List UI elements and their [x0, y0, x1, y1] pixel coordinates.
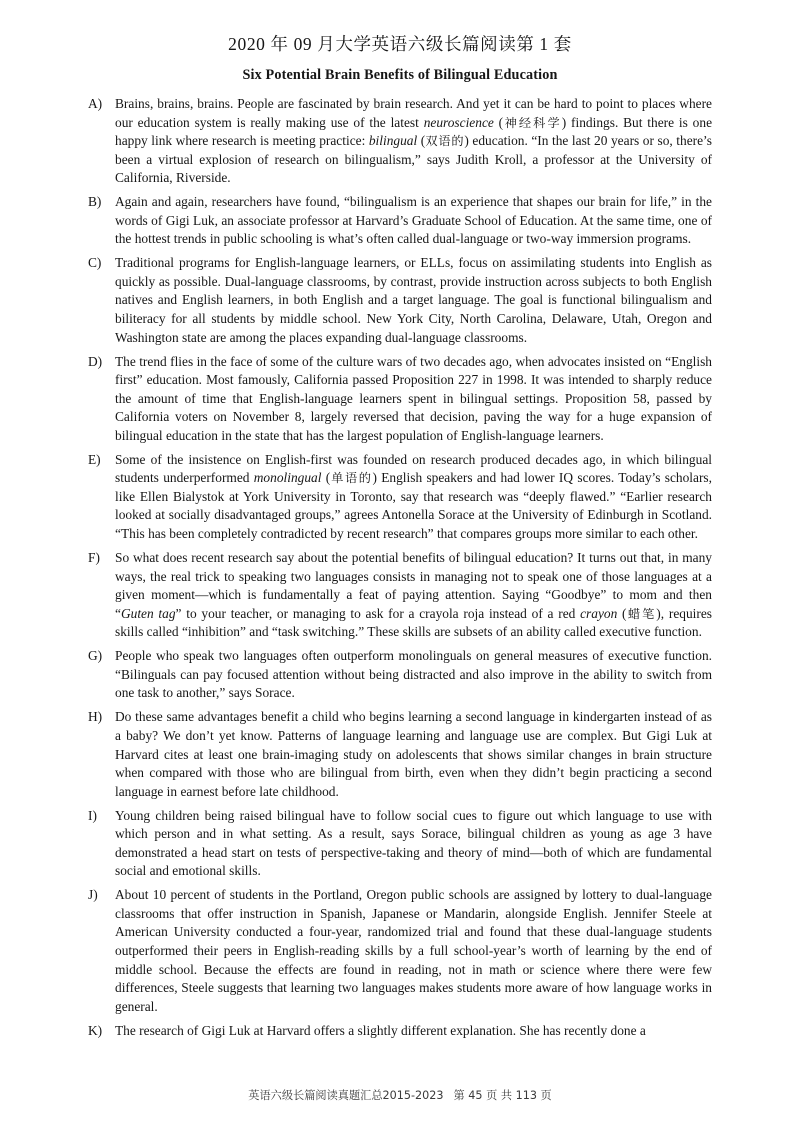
- article-paragraph: [88, 708, 712, 801]
- paragraph-marker: G): [88, 648, 103, 664]
- article-paragraph: [88, 193, 712, 249]
- paragraph-text: Young children being raised bilingual have to follow social cues to figure out which language to use with which person and in what setting. As a result, says Sorace, bilingual children as young as age 3 have demonstrated a head start on tests of perspective-taking and theory of mind—both of which are fundamental social and emotional skills.: [115, 807, 712, 879]
- paragraph-marker: B): [88, 194, 102, 210]
- footer-source: 英语六级长篇阅读真题汇总2015-2023: [248, 1089, 444, 1102]
- paragraph-text: Again and again, researchers have found, “bilingualism is an experience that shapes our brain for life,” in the words of Gigi Luk, an associate professor at Harvard’s Graduate School of Education. At the same time, one of the hottest trends in public schooling is what’s often called dual-language or two-way immersion programs.: [115, 194, 712, 247]
- paragraph-text: About 10 percent of students in the Portland, Oregon public schools are assigned by lottery to dual-language classrooms that offer instruction in Spanish, Japanese or Mandarin, alongside English. Jennifer Steele at American University conducted a four-year, randomized trial and found that these dual-language students outperformed their peers in English-reading skills by a full school-year’s worth of learning by the end of middle school. Because the effects are found in reading, not in math or science where there were few differences, Steele suggests that learning two languages makes students more aware of how language works in general.: [115, 887, 712, 1014]
- article-paragraph: [88, 1022, 712, 1041]
- article-paragraph: [88, 95, 712, 188]
- article-paragraph: [88, 254, 712, 347]
- article-paragraph: [88, 807, 712, 881]
- paragraph-marker: F): [88, 550, 100, 566]
- page-footer: [88, 1088, 712, 1103]
- paragraph-marker: I): [88, 807, 97, 823]
- article-paragraph: [88, 647, 712, 703]
- article-paragraph: [88, 886, 712, 1016]
- paragraph-text: Some of the insistence on English-first was founded on research produced decades ago, in which bilingual students underperformed monolingual (单语的) English speakers and had lower IQ scores. Today’s scholars, like Ellen Bialystok at York University in Toronto, say that research was “deeply flawed.” “Earlier research looked at socially disadvantaged groups,” agrees Antonella Sorace at the University of Edinburgh in Scotland. “This has been completely contradicted by recent research” that compares groups more similar to each other.: [115, 451, 712, 542]
- paragraph-text: Do these same advantages benefit a child who begins learning a second language in kindergarten instead of as a baby? We don’t yet know. Patterns of language learning and language use are complex. But Gigi Luk at Harvard cites at least one brain-imaging study on adolescents that shows similar changes in brain structure when compared with those who are bilingual from birth, even when they didn’t begin practicing a second language in earnest before late childhood.: [115, 709, 712, 799]
- paragraph-text: People who speak two languages often outperform monolinguals on general measures of executive function. “Bilinguals can pay focused attention without being distracted and also improve in the ability to switch from one task to another,” says Sorace.: [115, 648, 712, 701]
- paragraph-marker: K): [88, 1022, 103, 1038]
- footer-page-number: 45: [468, 1089, 483, 1102]
- paragraph-text: So what does recent research say about the potential benefits of bilingual education? It turns out that, in many ways, the real trick to speaking two languages consists in managing not to speak one of those languages at a given moment—which is fundamentally a feat of paying attention. Saying “Goodbye” to mom and then “Guten tag” to your teacher, or managing to ask for a crayola roja instead of a red crayon (蜡笔), requires skills called “inhibition” and “task switching.” These skills are subsets of an ability called executive function.: [115, 550, 712, 640]
- paragraph-text: The trend flies in the face of some of the culture wars of two decades ago, when advocates insisted on “English first” education. Most famously, California passed Proposition 227 in 1998. It was intended to sharply reduce the amount of time that English-language learners spent in bilingual settings. Proposition 58, passed by California voters on November 8, largely reversed that decision, paving the way for a huge expansion of bilingual education in the state that has the largest population of English-language learners.: [115, 353, 712, 443]
- paragraph-marker: J): [88, 887, 98, 903]
- footer-page-prefix: 第: [453, 1089, 465, 1102]
- footer-page-middle: 页 共: [486, 1089, 513, 1102]
- article-body: [88, 95, 712, 1046]
- paragraph-marker: E): [88, 451, 101, 467]
- footer-page-suffix: 页: [540, 1089, 552, 1102]
- paragraph-marker: A): [88, 96, 103, 111]
- footer-total-pages: 113: [515, 1089, 537, 1102]
- paragraph-marker: H): [88, 709, 103, 725]
- paragraph-text: The research of Gigi Luk at Harvard offers a slightly different explanation. She has recently done a: [115, 1022, 646, 1038]
- article-subtitle: Six Potential Brain Benefits of Bilingual Education: [242, 67, 558, 83]
- article-paragraph: [88, 549, 712, 642]
- paragraph-text: Traditional programs for English-language learners, or ELLs, focus on assimilating students into English as quickly as possible. Dual-language classrooms, by contrast, provide instruction across subjects to both English natives and English learners, in both English and a target language. The goal is functional bilingualism and biliteracy for all students by middle school. New York City, North Carolina, Delaware, Utah, Oregon and Washington state are among the places expanding dual-language classrooms.: [115, 255, 712, 345]
- page-title: 2020 年 09 月大学英语六级长篇阅读第 1 套: [228, 34, 572, 54]
- paragraph-marker: D): [88, 353, 103, 369]
- article-paragraph: [88, 353, 712, 446]
- article-paragraph: [88, 451, 712, 544]
- paragraph-marker: C): [88, 255, 102, 271]
- paragraph-text: Brains, brains, brains. People are fascinated by brain research. And yet it can be hard to point to places where our education system is really making use of the latest neuroscience (神经科学) findings. But there is one happy link where research is meeting practice: bilingual (双语的) education. “In the last 20 years or so, there’s been a virtual explosion of research on bilingualism,” says Judith Kroll, a professor at the University of California, Riverside.: [115, 96, 713, 186]
